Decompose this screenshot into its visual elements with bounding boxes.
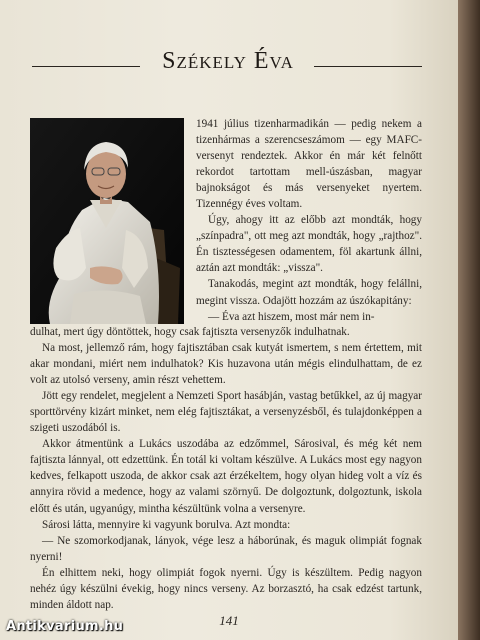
paragraph: Tanakodás, megint azt mondták, hogy felállni, megint vissza. Odajött hozzám az úszókapitány: — [196, 278, 422, 307]
heading-rule-right — [314, 66, 422, 67]
page-number: 141 — [219, 613, 239, 628]
chapter-heading: Székely Éva — [162, 48, 294, 74]
paragraph: — Ne szomorkodjanak, lányok, vége lesz a háborúnak, és maguk olimpiát fognak nyerni! — [30, 534, 422, 563]
paragraph: Én elhittem neki, hogy olimpiát fogok nyerni. Úgy is készültem. Pedig nagyon nehéz úgy készülni évekig, hogy nincs verseny. Az borzasztó, ha csak edzést tartunk, minden áldott nap. — [30, 566, 422, 611]
chapter-heading-row — [32, 44, 422, 76]
book-spine-shadow — [458, 0, 480, 640]
paragraph: 1941 július tizenharmadikán — pedig nekem a tizenhármas a szerencseszámom — egy MAFC-versenyt rendeztek. Akkor én már két felnőtt rekordot tartottam mell-úszásban, magyar bajnokságot és más versenyeket nyertem. Tizennégy éves voltam. — [196, 118, 422, 211]
paragraph: Jött egy rendelet, megjelent a Nemzeti Sport hasábján, vastag betűkkel, az új magyar sporttörvény kizárt minket, nem elég fajtisztákat, a versenyzésből, és tulajdonképpen a szigeti uszodából is. — [30, 390, 422, 435]
watermark-logo: Antikvarium.hu — [6, 619, 124, 634]
paragraph: Sárosi látta, mennyire ki vagyunk borulva. Azt mondta: — [42, 518, 291, 531]
paragraph: Na most, jellemző rám, hogy fajtisztában csak kutyát ismertem, s nem értettem, mit akar mondani, miért nem indulhatok? Kis huzavona után mégis elindulhattam, de ez volt az utolsó verseny, amin részt vehettem. — [30, 342, 422, 387]
heading-rule-left — [32, 66, 140, 67]
paragraph: — Éva azt hiszem, most már nem in- — [208, 310, 375, 323]
right-column-text — [196, 116, 422, 325]
paragraph: Úgy, ahogy itt az előbb azt mondták, hogy „színpadra", ott meg azt mondták, hogy „rajthoz". Én tisztességesen odamentem, föl akartunk állni, aztán azt mondták: „vissza". — [196, 214, 422, 275]
full-width-text — [30, 324, 422, 613]
portrait-photo — [30, 118, 184, 324]
paragraph: Akkor átmentünk a Lukács uszodába az edzőmmel, Sárosival, és még két nem fajtiszta lánnyal, ott edzettünk. Én totál ki voltam készülve. A Lukács most egy nagyon kedves, felkapott uszoda, de akkor csak azt érzékeltem, hogy olyan hideg volt a víz és annyira rövid a medence, hogy az valami szörnyű. De dolgoztunk, dolgoztunk, iskola előtt és után, ugyanúgy, mintha készültünk volna a versenyre. — [30, 438, 422, 515]
paragraph-continuation: dulhat, mert úgy döntöttek, hogy csak fajtiszta versenyzők indulhatnak. — [30, 326, 350, 338]
portrait-photo-drawing — [30, 118, 184, 324]
